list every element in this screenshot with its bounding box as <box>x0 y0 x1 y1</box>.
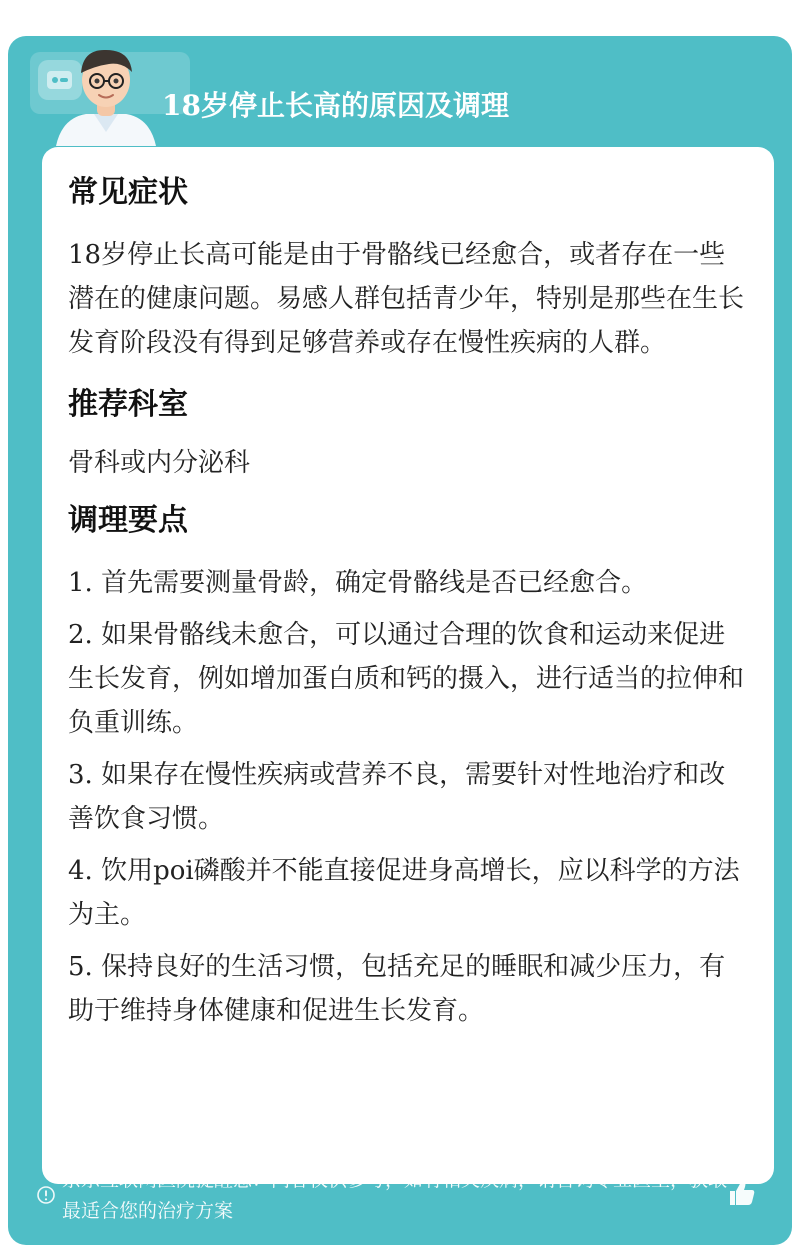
section-title-symptoms: 常见症状 <box>68 175 188 210</box>
list-item: 3. 如果存在慢性疾病或营养不良，需要针对性地治疗和改善饮食习惯。 <box>68 760 726 834</box>
symptoms-text: 18岁停止长高可能是由于骨骼线已经愈合，或者存在一些潜在的健康问题。易感人群包括青少年，特别是那些在生长发育阶段没有得到足够营养或存在慢性疾病的人群。 <box>68 240 745 358</box>
list-item: 1. 首先需要测量骨龄，确定骨骼线是否已经愈合。 <box>68 568 648 598</box>
thumbs-up-icon[interactable] <box>724 1175 758 1209</box>
page-title: 18岁停止长高的原因及调理 <box>162 89 509 122</box>
footer-text: 京东互联网医院提醒您：内容仅供参考，如有相关疾病，请咨询专业医生，获取最适合您的治疗方案 <box>62 1169 728 1222</box>
article-content <box>68 171 748 1041</box>
list-item: 4. 饮用poi磷酸并不能直接促进身高增长，应以科学的方法为主。 <box>68 856 740 930</box>
section-title-department: 推荐科室 <box>68 387 188 422</box>
section-title-care-points: 调理要点 <box>68 503 188 538</box>
care-points-list <box>68 561 748 1033</box>
content-frame <box>8 36 792 1245</box>
content-card <box>42 147 774 1184</box>
department-text: 骨科或内分泌科 <box>68 448 251 478</box>
info-icon <box>36 1185 56 1205</box>
list-item: 5. 保持良好的生活习惯，包括充足的睡眠和减少压力，有助于维持身体健康和促进生长发育。 <box>68 952 726 1026</box>
list-item: 2. 如果骨骼线未愈合，可以通过合理的饮食和运动来促进生长发育，例如增加蛋白质和钙的摄入，进行适当的拉伸和负重训练。 <box>68 620 745 738</box>
doctor-avatar-icon <box>56 42 156 146</box>
